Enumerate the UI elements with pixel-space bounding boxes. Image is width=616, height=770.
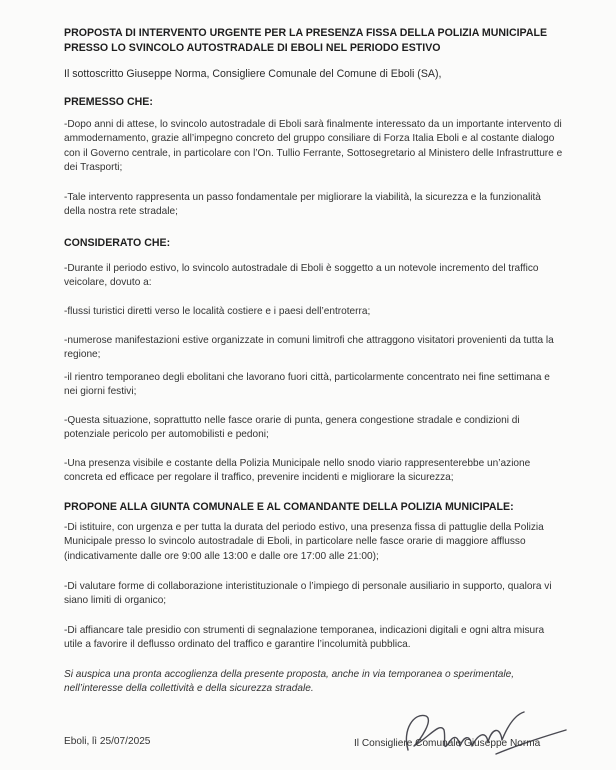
considerato-paragraph-6: -Una presenza visibile e costante della Polizia Municipale nello snodo viario rappresenterebbe un’azione concreta ed efficace per regolare il traffico, prevenire incidenti e migliorare la sicurezza; bbox=[64, 458, 531, 484]
signature-line: Il Consigliere Comunale Giuseppe Norma bbox=[354, 738, 541, 749]
document-date: Eboli, lì 25/07/2025 bbox=[64, 736, 151, 747]
propone-paragraph-1: -Di istituire, con urgenza e per tutta la durata del periodo estivo, una presenza fissa di pattuglie della Polizia Municipale presso lo svincolo autostradale di Eboli, in particolare nelle fasce orarie di maggiore afflusso (indicativamente dalle ore 9:00 alle 13:00 e dalle ore 17:00 alle 21:00); bbox=[64, 522, 544, 562]
intro-text: Il sottoscritto Giuseppe Norma, Consigliere Comunale del Comune di Eboli (SA), bbox=[64, 68, 442, 80]
propone-heading: PROPONE ALLA GIUNTA COMUNALE E AL COMANDANTE DELLA POLIZIA MUNICIPALE: bbox=[64, 501, 514, 513]
document-title: PROPOSTA DI INTERVENTO URGENTE PER LA PRESENZA FISSA DELLA POLIZIA MUNICIPALE PRESSO LO SVINCOLO AUTOSTRADALE DI EBOLI NEL PERIODO ESTIVO bbox=[64, 27, 548, 54]
considerato-paragraph-2: -flussi turistici diretti verso le località costiere e i paesi dell’entroterra; bbox=[64, 306, 371, 317]
propone-paragraph-2: -Di valutare forme di collaborazione interistituzionale o l’impiego di personale ausiliario in supporto, qualora vi siano limiti di organico; bbox=[64, 581, 552, 607]
considerato-paragraph-3: -numerose manifestazioni estive organizzate in comuni limitrofi che attraggono visitatori provenienti da tutta la regione; bbox=[64, 335, 554, 361]
premesso-paragraph-2: -Tale intervento rappresenta un passo fondamentale per migliorare la viabilità, la sicurezza e la funzionalità della nostra rete stradale; bbox=[64, 192, 541, 218]
propone-paragraph-3: -Di affiancare tale presidio con strumenti di segnalazione temporanea, indicazioni digitali e ogni altra misura utile a favorire il deflusso ordinato del traffico e garantire l’incolumità pubblica. bbox=[64, 625, 545, 651]
considerato-paragraph-4: -il rientro temporaneo degli ebolitani che lavorano fuori città, particolarmente concentrato nei fine settimana e nei giorni festivi; bbox=[64, 372, 550, 398]
premesso-paragraph-1: -Dopo anni di attese, lo svincolo autostradale di Eboli sarà finalmente interessato da un importante intervento di ammodernamento, grazie all’impegno concreto del gruppo consiliare di Forza Italia Eboli e al costante dialogo con il Governo centrale, in particolare con l’On. Tullio Ferrante, Sottosegretario al Ministero delle Infrastrutture e dei Trasporti; bbox=[64, 119, 563, 173]
closing-text: Si auspica una pronta accoglienza della presente proposta, anche in via temporanea o sperimentale, nell’interesse della collettività e della sicurezza stradale. bbox=[64, 669, 515, 695]
handwritten-signature bbox=[400, 700, 570, 766]
premesso-heading: PREMESSO CHE: bbox=[64, 96, 153, 108]
considerato-heading: CONSIDERATO CHE: bbox=[64, 237, 171, 249]
considerato-paragraph-5: -Questa situazione, soprattutto nelle fasce orarie di punta, genera congestione stradale e condizioni di potenziale pericolo per automobilisti e pedoni; bbox=[64, 415, 520, 441]
considerato-paragraph-1: -Durante il periodo estivo, lo svincolo autostradale di Eboli è soggetto a un notevole incremento del traffico veicolare, dovuto a: bbox=[64, 263, 539, 289]
